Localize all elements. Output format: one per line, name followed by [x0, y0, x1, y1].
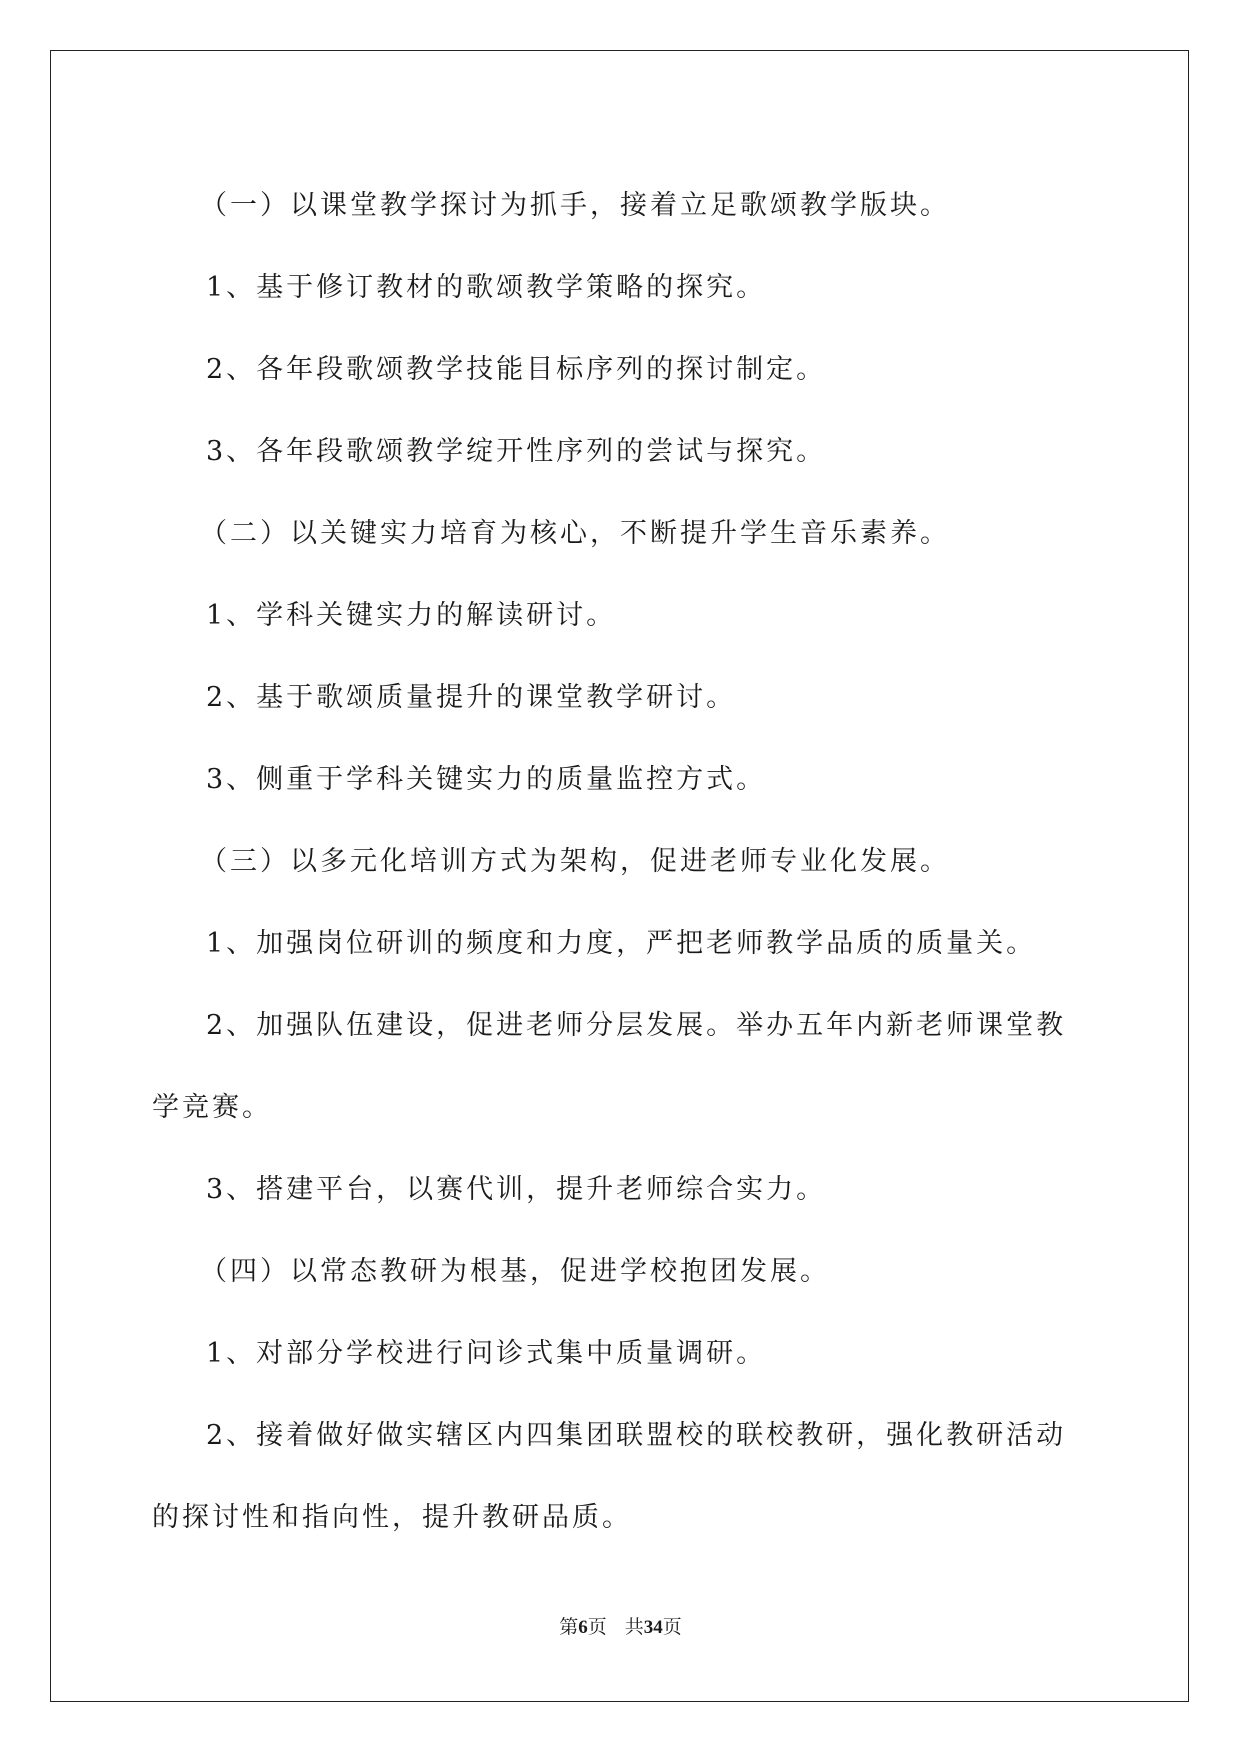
page-footer — [0, 1612, 1241, 1639]
list-item: 2、加强队伍建设，促进老师分层发展。举办五年内新老师课堂教学竞赛。 — [152, 1010, 1067, 1123]
footer-total-suffix: 页 — [662, 1617, 682, 1638]
list-item: 1、学科关键实力的解读研讨。 — [206, 600, 617, 631]
list-item: 1、加强岗位研训的频度和力度，严把老师教学品质的质量关。 — [206, 928, 1037, 959]
footer-prefix: 第 — [559, 1617, 579, 1638]
footer-total-prefix: 共 — [624, 1617, 644, 1638]
list-item: 1、对部分学校进行问诊式集中质量调研。 — [206, 1338, 767, 1369]
list-item: 3、各年段歌颂教学绽开性序列的尝试与探究。 — [206, 436, 827, 467]
list-item: 3、搭建平台，以赛代训，提升老师综合实力。 — [206, 1174, 827, 1205]
section-heading-3: （三）以多元化培训方式为架构，促进老师专业化发展。 — [200, 846, 950, 877]
footer-page-suffix: 页 — [587, 1617, 607, 1638]
footer-total-pages: 34 — [643, 1617, 663, 1638]
list-item: 2、各年段歌颂教学技能目标序列的探讨制定。 — [206, 354, 827, 385]
section-heading-1: （一）以课堂教学探讨为抓手，接着立足歌颂教学版块。 — [200, 190, 950, 221]
footer-page-number: 6 — [578, 1617, 588, 1638]
list-item: 1、基于修订教材的歌颂教学策略的探究。 — [206, 272, 767, 303]
list-item: 2、基于歌颂质量提升的课堂教学研讨。 — [206, 682, 737, 713]
section-heading-4: （四）以常态教研为根基，促进学校抱团发展。 — [200, 1256, 830, 1287]
list-item: 3、侧重于学科关键实力的质量监控方式。 — [206, 764, 767, 795]
document-body — [152, 165, 1092, 1559]
section-heading-2: （二）以关键实力培育为核心，不断提升学生音乐素养。 — [200, 518, 950, 549]
list-item: 2、接着做好做实辖区内四集团联盟校的联校教研，强化教研活动的探讨性和指向性，提升教研品质。 — [152, 1420, 1067, 1533]
